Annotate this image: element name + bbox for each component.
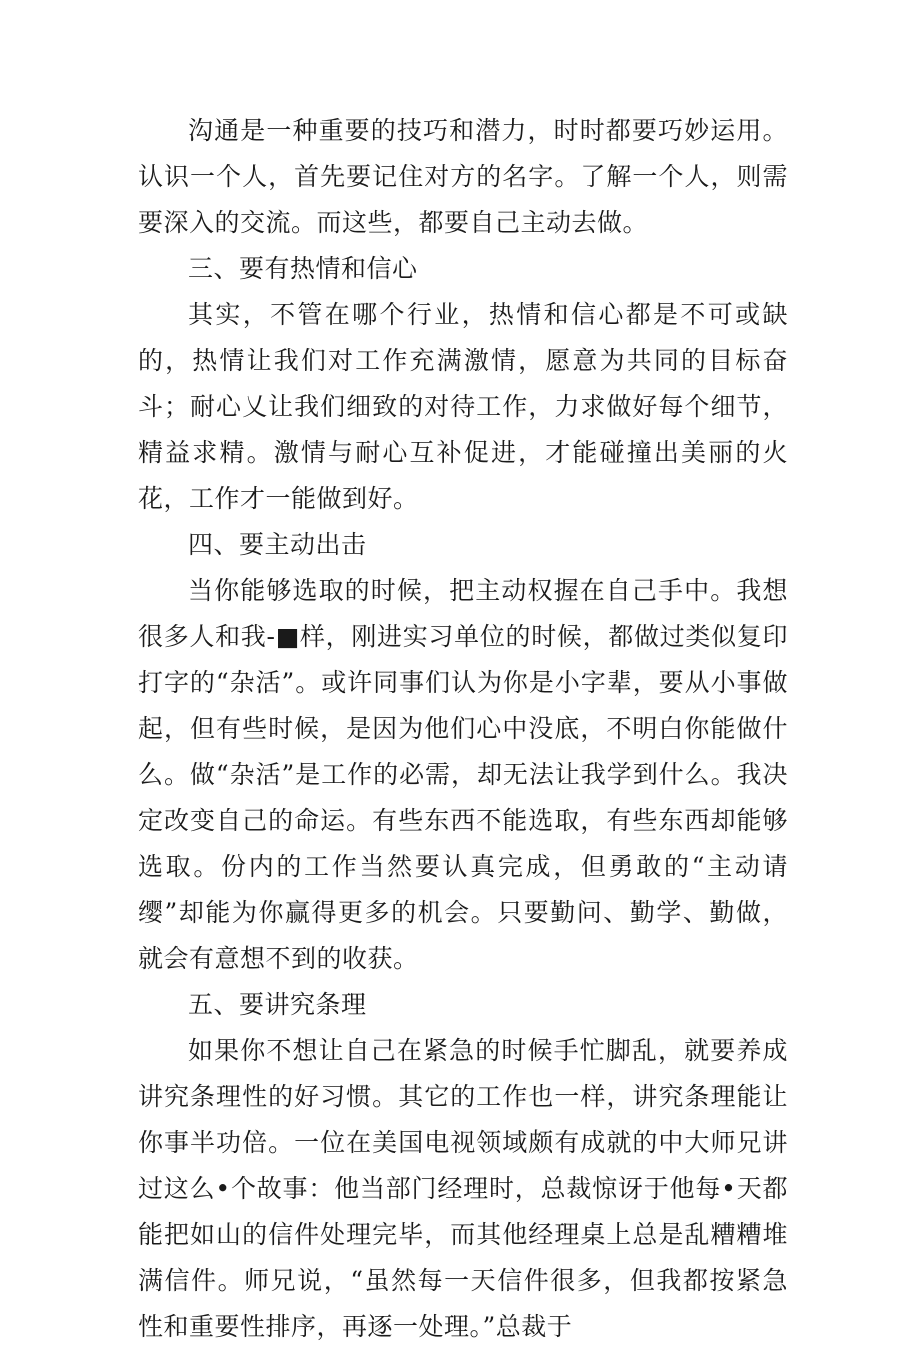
heading-be-organized: 五、要讲究条理 bbox=[188, 990, 367, 1019]
paragraph-passion: 其实，不管在哪个行业，热情和信心都是不可或缺的，热情让我们对工作充满激情，愿意为共同的目标奋斗；耐心乂让我们细致的对待工作，力求做好每个细节，精益求精。激情与耐心互补促进，才能碰撞出美丽的火花，工作才一能做到好。 bbox=[138, 300, 788, 513]
paragraph-initiative: 当你能够选取的时候，把主动权握在自己手中。我想很多人和我-■样，刚进实习单位的时候，都做过类似复印打字的“杂活”。或许同事们认为你是小字辈，要从小事做起，但有些时候，是因为他们心中没底，不明白你能做什么。做“杂活”是工作的必需，却无法让我学到什么。我决定改变自己的命运。有些东西不能选取，有些东西却能够选取。份内的工作当然要认真完成，但勇敢的“主动请缨”却能为你赢得更多的机会。只要勤问、勤学、勤做，就会有意想不到的收获。 bbox=[138, 576, 788, 973]
document-body bbox=[138, 108, 788, 1350]
heading-take-initiative: 四、要主动出击 bbox=[188, 530, 367, 559]
heading-passion-confidence: 三、要有热情和信心 bbox=[188, 254, 418, 283]
paragraph-communication: 沟通是一种重要的技巧和潜力，时时都要巧妙运用。认识一个人，首先要记住对方的名字。了解一个人，则需要深入的交流。而这些，都要自己主动去做。 bbox=[138, 116, 788, 237]
paragraph-organized: 如果你不想让自己在紧急的时候手忙脚乱，就要养成讲究条理性的好习惯。其它的工作也一样，讲究条理能让你事半功倍。一位在美国电视领域颇有成就的中大师兄讲过这么•个故事：他当部门经理时，总裁惊讶于他每•天都能把如山的信件处理完毕，而其他经理桌上总是乱糟糟堆满信件。师兄说，“虽然每一天信件很多，但我都按紧急性和重要性排序，再逐一处理。”总裁于 bbox=[138, 1036, 788, 1341]
